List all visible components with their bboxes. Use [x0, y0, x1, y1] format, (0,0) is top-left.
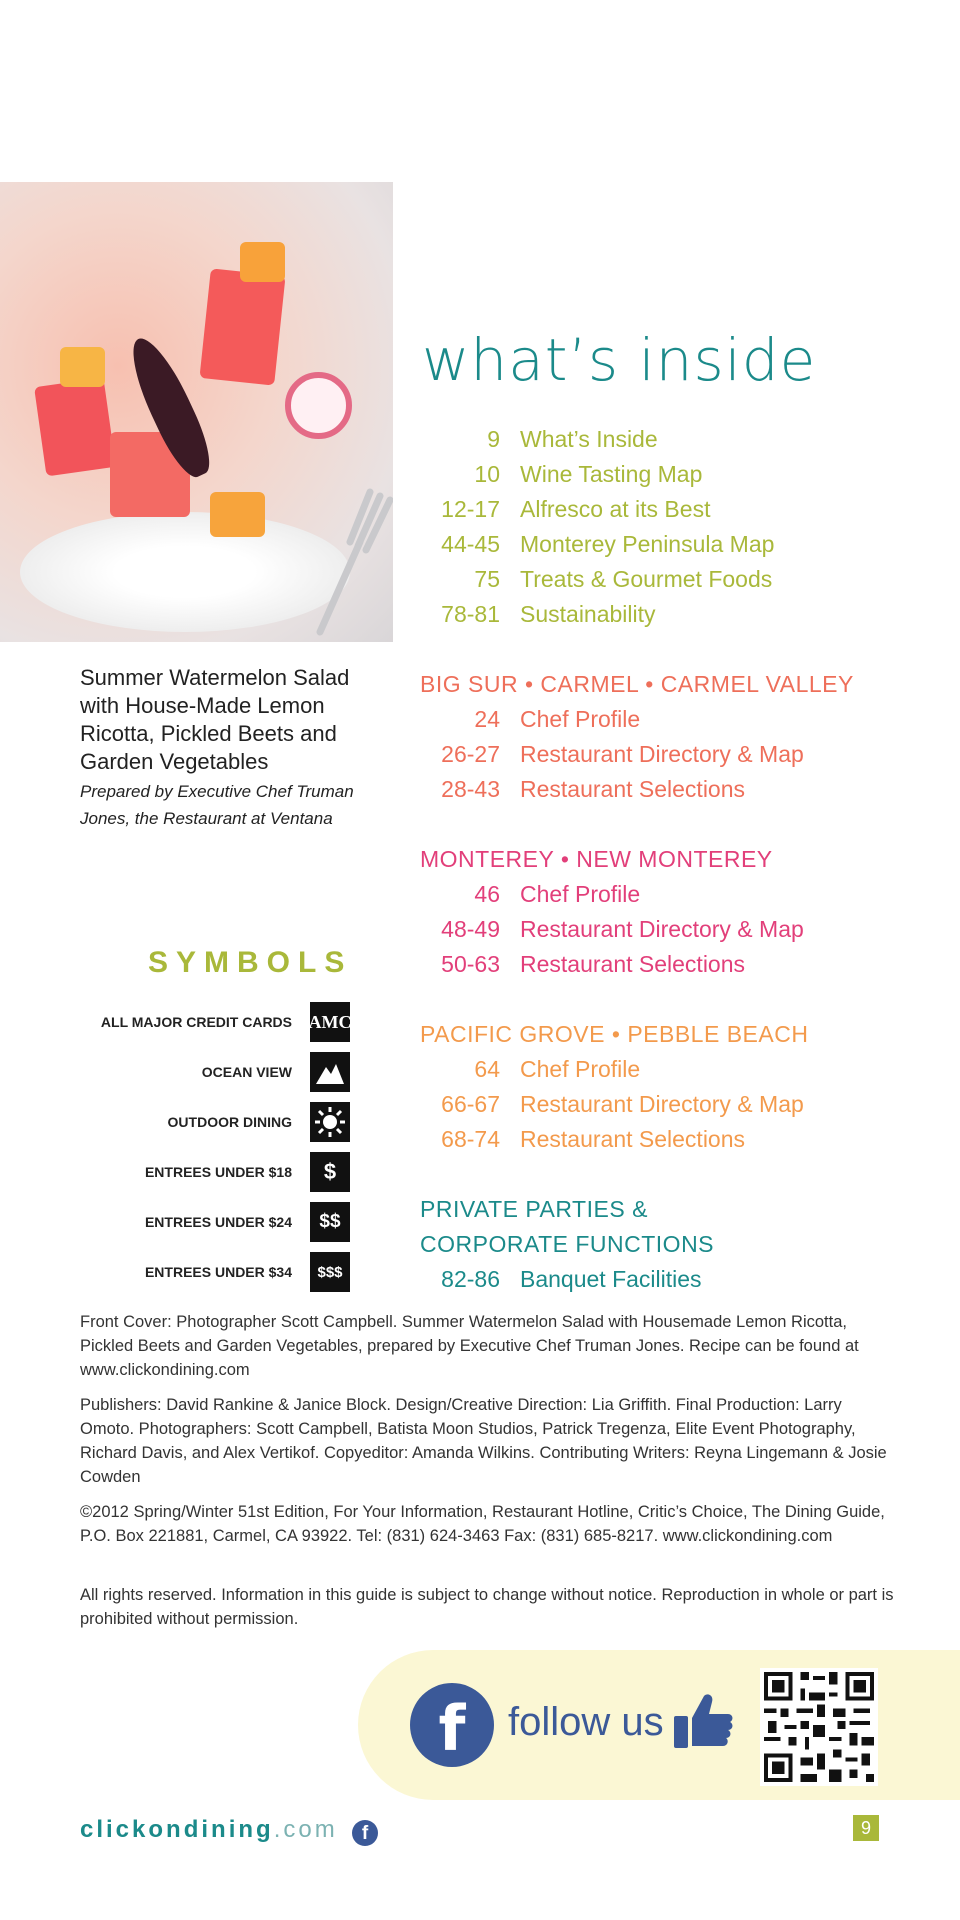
toc-section-monterey: [420, 842, 920, 982]
mountain-icon: [310, 1052, 350, 1092]
toc-page-range: 50-63: [441, 951, 500, 977]
toc-entry[interactable]: [420, 1262, 920, 1297]
toc-entry[interactable]: [420, 422, 920, 457]
fork-icon: [300, 482, 393, 642]
toc-page-range: 68-74: [441, 1126, 500, 1152]
melon-cube: [210, 492, 265, 537]
toc-entry-title: Chef Profile: [520, 706, 641, 732]
publisher-credits: Publishers: David Rankine & Janice Block. Design/Creative Direction: Lia Griffith. Final Production: Larry Omoto. Photographers: Scott Campbell, Batista Moon Studios, Patrick Tregenza, Elite Event Photography, Richard Davis, and Alex Vertikof. Copyeditor: Amanda Wilkins. Contributing Writers: Reyna Lingemann & Josie Cowden: [80, 1396, 887, 1486]
toc-section-private-parties: [420, 1192, 920, 1297]
symbol-label: OUTDOOR DINING: [167, 1114, 292, 1130]
toc-entry-title: Alfresco at its Best: [520, 496, 711, 522]
symbol-label: OCEAN VIEW: [201, 1064, 292, 1080]
symbol-label: ENTREES UNDER $24: [144, 1214, 292, 1230]
dollar-icon: $: [310, 1152, 350, 1192]
toc-entry-title: Restaurant Directory & Map: [520, 741, 804, 767]
toc-entry-title: Restaurant Selections: [520, 1126, 746, 1152]
toc-entry[interactable]: [420, 772, 920, 807]
credit-card-icon: AMC: [310, 1002, 350, 1042]
symbol-entrees-18: [60, 1152, 350, 1192]
toc-page-range: 78-81: [441, 601, 500, 627]
watermelon-cube: [34, 378, 116, 477]
toc-entry-title: Restaurant Selections: [520, 951, 746, 977]
pickled-onion: [285, 372, 352, 439]
toc-entry[interactable]: [420, 877, 920, 912]
toc-entry[interactable]: [420, 912, 920, 947]
symbol-label: ENTREES UNDER $18: [144, 1164, 292, 1180]
toc-entry-title: Restaurant Selections: [520, 776, 746, 802]
section-heading: PACIFIC GROVE • PEBBLE BEACH: [420, 1021, 809, 1047]
toc-entry[interactable]: [420, 527, 920, 562]
facebook-icon[interactable]: f: [410, 1683, 494, 1767]
toc-entry-title: Chef Profile: [520, 1056, 641, 1082]
toc-entry[interactable]: [420, 562, 920, 597]
toc-entry[interactable]: [420, 597, 920, 632]
thumbs-up-icon[interactable]: [670, 1688, 736, 1754]
toc-entry-title: Restaurant Directory & Map: [520, 1091, 804, 1117]
toc-entry-title: Restaurant Directory & Map: [520, 916, 804, 942]
site-url[interactable]: clickondining.com: [80, 1816, 338, 1843]
toc-entry-title: Treats & Gourmet Foods: [520, 566, 773, 592]
symbol-label: ALL MAJOR CREDIT CARDS: [100, 1014, 292, 1030]
toc-page-range: 28-43: [441, 776, 500, 802]
toc-entry[interactable]: [420, 1122, 920, 1157]
toc-page-range: 9: [487, 426, 500, 452]
toc-entry-title: Chef Profile: [520, 881, 641, 907]
dollar-icon: $$$: [310, 1252, 350, 1292]
melon-cube: [240, 242, 285, 282]
cover-credit: Front Cover: Photographer Scott Campbell. Summer Watermelon Salad with Housemade Lemon Ricotta, Pickled Beets and Garden Vegetables, prepared by Executive Chef Truman Jones. Recipe can be found at www.clickondining.com: [80, 1313, 859, 1379]
dollar-icon: $$: [310, 1202, 350, 1242]
page-number: 9: [853, 1815, 879, 1841]
toc-page-range: 44-45: [441, 531, 500, 557]
toc-page-range: 75: [474, 566, 500, 592]
toc-entry-title: Banquet Facilities: [520, 1266, 702, 1292]
toc-page-range: 24: [474, 706, 500, 732]
qr-code-icon[interactable]: [760, 1668, 878, 1786]
melon-cube: [60, 347, 105, 387]
toc-page-range: 66-67: [441, 1091, 500, 1117]
page-title: what’s inside: [422, 326, 817, 394]
toc-page-range: 64: [474, 1056, 500, 1082]
symbol-credit-cards: [60, 1002, 350, 1042]
toc-page-range: 12-17: [441, 496, 500, 522]
section-heading: PRIVATE PARTIES &: [420, 1196, 648, 1222]
toc-entry-title: What’s Inside: [520, 426, 658, 452]
facebook-small-icon[interactable]: f: [352, 1820, 378, 1846]
toc-entry[interactable]: [420, 702, 920, 737]
toc-general: [420, 422, 920, 632]
watermelon-cube: [199, 268, 285, 385]
dish-name: Summer Watermelon Salad with House-Made Lemon Ricotta, Pickled Beets and Garden Vegetables: [80, 665, 350, 774]
section-heading: BIG SUR • CARMEL • CARMEL VALLEY: [420, 671, 854, 697]
toc-section-pacific-grove: [420, 1017, 920, 1157]
toc-page-range: 48-49: [441, 916, 500, 942]
symbol-outdoor-dining: [60, 1102, 350, 1142]
edition-info: ©2012 Spring/Winter 51st Edition, For Your Information, Restaurant Hotline, Critic’s Choice, The Dining Guide, P.O. Box 221881, Carmel, CA 93922. Tel: (831) 624-3463 Fax: (831) 685-8217. www.clickondining.com: [80, 1503, 885, 1545]
symbol-label: ENTREES UNDER $34: [144, 1264, 292, 1280]
toc-entry[interactable]: [420, 1052, 920, 1087]
symbols-heading: SYMBOLS: [148, 946, 353, 979]
toc-page-range: 10: [474, 461, 500, 487]
sun-icon: [310, 1102, 350, 1142]
toc-entry-title: Sustainability: [520, 601, 656, 627]
toc-entry[interactable]: [420, 457, 920, 492]
cover-dish-photo: [0, 182, 393, 642]
toc-section-big-sur: [420, 667, 920, 807]
section-heading: MONTEREY • NEW MONTEREY: [420, 846, 773, 872]
toc-page-range: 26-27: [441, 741, 500, 767]
symbol-entrees-34: [60, 1252, 350, 1292]
toc-entry[interactable]: [420, 1087, 920, 1122]
toc-entry-title: Monterey Peninsula Map: [520, 531, 775, 557]
rights-notice: All rights reserved. Information in this guide is subject to change without notice. Reproduction in whole or part is prohibited without permission.: [80, 1586, 894, 1628]
toc-entry-title: Wine Tasting Map: [520, 461, 703, 487]
toc-entry[interactable]: [420, 737, 920, 772]
toc-page-range: 46: [474, 881, 500, 907]
follow-us-text[interactable]: follow us: [508, 1700, 664, 1744]
symbol-entrees-24: [60, 1202, 350, 1242]
toc-page-range: 82-86: [441, 1266, 500, 1292]
toc-entry[interactable]: [420, 947, 920, 982]
symbol-ocean-view: [60, 1052, 350, 1092]
section-heading: CORPORATE FUNCTIONS: [420, 1231, 715, 1257]
photo-caption: [80, 664, 370, 832]
chef-credit: Prepared by Executive Chef Truman Jones, the Restaurant at Ventana: [80, 782, 354, 828]
toc-entry[interactable]: [420, 492, 920, 527]
